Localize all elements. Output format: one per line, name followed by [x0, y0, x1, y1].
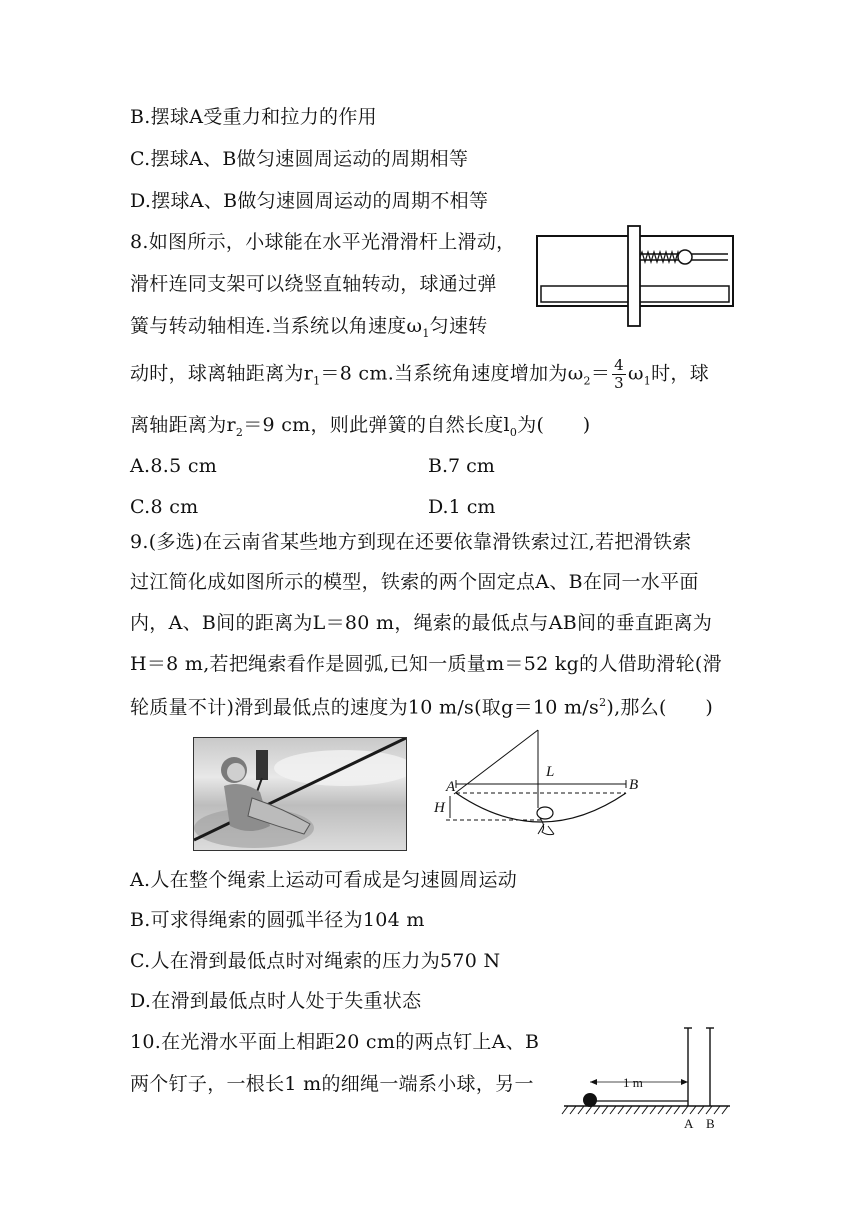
- q8-line-2: 滑杆连同支架可以绕竖直轴转动，球通过弹: [130, 273, 497, 295]
- fraction-4-3: $\frac{4}{3}$: [614, 356, 624, 392]
- q8-option-c: C.8 cm: [130, 496, 199, 518]
- q8-line-4: 动时，球离轴距离为$r_1=8$ cm.当系统角速度增加为$\omega_2=$ $\frac{4}{3}$ $\omega_1$时，球: [130, 356, 710, 392]
- q9-option-c: C.人在滑到最低点时对绳索的压力为570 N: [130, 950, 501, 972]
- q8-line-1: 8.如图所示，小球能在水平光滑滑杆上滑动，: [130, 231, 516, 253]
- q9-line-5: 轮质量不计)滑到最低点的速度为10 m/s(取g＝10 $m/s^2$),那么( ): [130, 696, 714, 719]
- label-peg-B: B: [706, 1116, 715, 1131]
- q9-line-4: H＝8 m,若把绳索看作是圆弧,已知一质量m＝52 kg的人借助滑轮(滑: [130, 653, 722, 675]
- label-peg-A: A: [684, 1116, 694, 1131]
- q10-line-2: 两个钉子，一根长1 m的细绳一端系小球，另一: [130, 1073, 534, 1095]
- q8-option-a: A.8.5 cm: [130, 455, 218, 477]
- q7-option-d: D.摆球A、B做匀速圆周运动的周期不相等: [130, 190, 489, 212]
- q10-line-1: 10.在光滑水平面上相距20 cm的两点钉上A、B: [130, 1031, 540, 1053]
- q9-option-b: B.可求得绳索的圆弧半径为104 m: [130, 909, 425, 931]
- label-1m: 1 m: [623, 1075, 643, 1090]
- q9-line-2: 过江简化成如图所示的模型，铁索的两个固定点A、B在同一水平面: [130, 571, 699, 593]
- q7-option-b: B.摆球A受重力和拉力的作用: [130, 106, 377, 128]
- q9-line-3: 内，A、B间的距离为L＝80 m，绳索的最低点与AB间的垂直距离为: [130, 612, 713, 634]
- q8-option-d: D.1 cm: [428, 496, 496, 518]
- q7-option-c: C.摆球A、B做匀速圆周运动的周期相等: [130, 148, 469, 170]
- q8-line-3: 簧与转动轴相连.当系统以角速度$\omega_1$匀速转: [130, 315, 488, 340]
- q9-line-1: 9.(多选)在云南省某些地方到现在还要依靠滑铁索过江,若把滑铁索: [130, 531, 692, 553]
- label-B: B: [629, 777, 639, 793]
- q9-option-d: D.在滑到最低点时人处于失重状态: [130, 990, 422, 1012]
- label-H: H: [434, 800, 445, 816]
- label-A: A: [446, 779, 456, 795]
- figure-8-rotating-frame: [536, 226, 736, 330]
- figure-10-pegs-diagram: [560, 1024, 732, 1136]
- q8-option-b: B.7 cm: [428, 455, 495, 477]
- q8-line-5: 离轴距离为$r_2=9$ cm，则此弹簧的自然长度$l_0$为( ): [130, 414, 591, 439]
- label-L: L: [546, 764, 555, 780]
- q9-option-a: A.人在整个绳索上运动可看成是匀速圆周运动: [130, 869, 518, 891]
- zipline-photo: [193, 737, 407, 851]
- figure-9-rope-diagram: [432, 728, 662, 854]
